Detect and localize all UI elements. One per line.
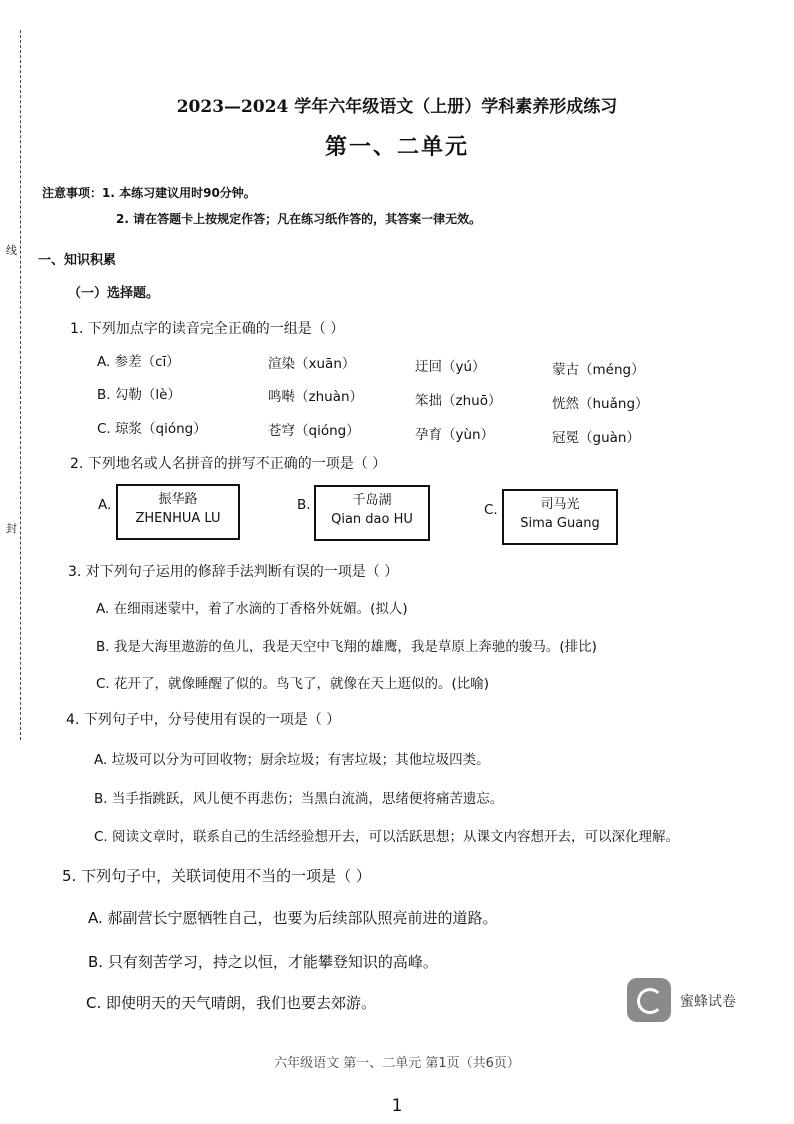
- q1-b-4: 恍然（huǎng）: [552, 396, 649, 412]
- q1-a-1: A. 参差（cī）: [97, 354, 180, 370]
- watermark-text: 蜜蜂试卷: [680, 994, 736, 1010]
- q1-b-3: 笨拙（zhuō）: [415, 393, 502, 409]
- q1-a-4: 蒙古（méng）: [552, 362, 645, 378]
- q1-a-2: 渲染（xuān）: [268, 356, 356, 372]
- q2-c-pinyin: Sima Guang: [520, 516, 600, 531]
- margin-label-line: 线: [6, 244, 17, 257]
- q1-c-2: 苍穹（qióng）: [268, 423, 360, 439]
- question-3-stem: 3. 对下列句子运用的修辞手法判断有误的一项是（ ）: [68, 564, 399, 580]
- watermark-logo-icon: [627, 978, 671, 1022]
- q3-option-a: A. 在细雨迷蒙中，着了水滴的丁香格外妩媚。(拟人): [96, 601, 408, 617]
- q1-b-2: 鸣啭（zhuàn）: [268, 389, 364, 405]
- q4-option-a: A. 垃圾可以分为可回收物；厨余垃圾；有害垃圾；其他垃圾四类。: [94, 752, 490, 768]
- notice-line-2: 2. 请在答题卡上按规定作答；凡在练习纸作答的，其答案一律无效。: [116, 212, 482, 226]
- question-2-stem: 2. 下列地名或人名拼音的拼写不正确的一项是（ ）: [70, 456, 387, 472]
- q2-a-sign: [116, 484, 240, 540]
- question-5-stem: 5. 下列句子中，关联词使用不当的一项是（ ）: [62, 867, 371, 885]
- q5-option-c: C. 即使明天的天气晴朗，我们也要去郊游。: [86, 994, 377, 1012]
- notice-line-1: [42, 184, 256, 201]
- page-footer: 六年级语文 第一、二单元 第1页（共6页）: [274, 1056, 520, 1071]
- page-number: 1: [391, 1096, 403, 1116]
- q1-c-1: C. 琼浆（qióng）: [97, 421, 207, 437]
- q5-option-a: A. 郝副营长宁愿牺牲自己，也要为后续部队照亮前进的道路。: [88, 909, 498, 927]
- q4-option-b: B. 当手指跳跃，风儿便不再悲伤；当黑白流淌，思绪便将痛苦遗忘。: [94, 791, 504, 807]
- q4-option-c: C. 阅读文章时，联系自己的生活经验想开去，可以活跃思想；从课文内容想开去，可以深化理解。: [94, 829, 680, 845]
- q1-c-3: 孕育（yùn）: [415, 427, 495, 443]
- q2-c-letter: C.: [484, 502, 498, 518]
- q2-b-letter: B.: [297, 497, 311, 513]
- q2-b-pinyin: Qian dao HU: [331, 512, 413, 527]
- q2-c-sign: [502, 489, 618, 545]
- q5-option-b: B. 只有刻苦学习，持之以恒，才能攀登知识的高峰。: [88, 953, 438, 971]
- exam-title: 2023—2024 学年六年级语文（上册）学科素养形成练习: [176, 97, 618, 117]
- notice-label: 注意事项：: [42, 186, 103, 200]
- q3-option-c: C. 花开了，就像睡醒了似的。鸟飞了，就像在天上逛似的。(比喻): [96, 676, 490, 692]
- q1-c-4: 冠冕（guàn）: [552, 430, 640, 446]
- margin-label-seal: 封: [6, 522, 17, 535]
- unit-title: 第一、二单元: [324, 134, 469, 160]
- q3-option-b: B. 我是大海里遨游的鱼儿，我是天空中飞翔的雄鹰，我是草原上奔驰的骏马。(排比): [96, 639, 597, 655]
- q1-a-3: 迂回（yú）: [415, 359, 486, 375]
- question-4-stem: 4. 下列句子中，分号使用有误的一项是（ ）: [66, 712, 341, 728]
- notice-text-1: 1. 本练习建议用时90分钟。: [102, 186, 256, 200]
- q2-a-letter: A.: [98, 497, 112, 513]
- q1-b-1: B. 勾勒（lè）: [97, 387, 181, 403]
- q2-c-han: 司马光: [540, 497, 580, 512]
- q2-b-han: 千岛湖: [352, 493, 392, 508]
- q2-a-pinyin: ZHENHUA LU: [135, 511, 221, 526]
- q2-b-sign: [314, 485, 430, 541]
- part-title: （一）选择题。: [68, 286, 160, 301]
- q2-a-han: 振华路: [158, 492, 198, 507]
- question-1-stem: 1. 下列加点字的读音完全正确的一组是（ ）: [70, 321, 345, 337]
- section-title: 一、知识积累: [38, 253, 117, 268]
